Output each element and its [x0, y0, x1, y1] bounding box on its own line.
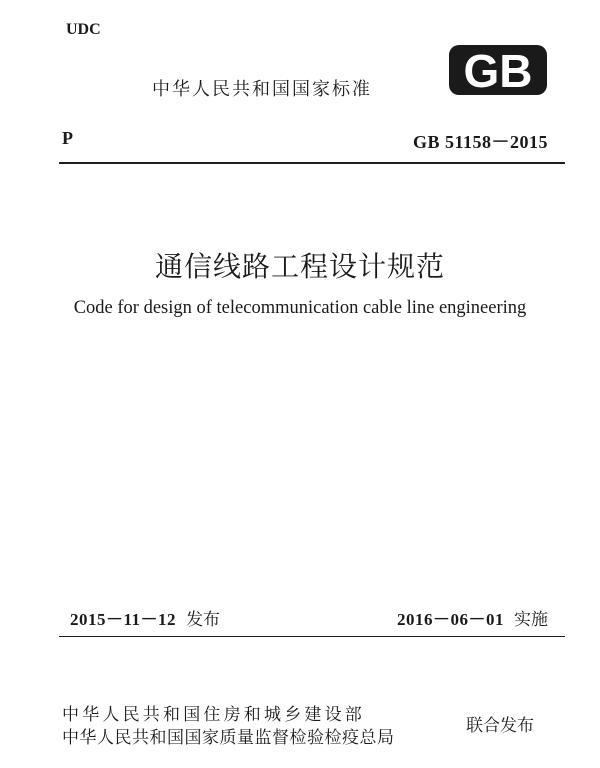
- gb-logo-text: GB: [463, 45, 533, 96]
- gb-logo: [448, 44, 548, 96]
- udc-label: UDC: [66, 21, 101, 38]
- implementation-label: 实施: [514, 610, 548, 630]
- publisher-ministry: 中华人民共和国住房和城乡建设部: [62, 705, 365, 725]
- issue-date: 2015－11－12: [70, 610, 177, 629]
- issue-label: 发布: [186, 610, 221, 630]
- category-code: P: [62, 128, 73, 148]
- footer-divider: [59, 636, 565, 637]
- standard-type-heading: 中华人民共和国国家标准: [152, 79, 372, 100]
- publisher-aqsiq: 中华人民共和国国家质量监督检验检疫总局: [62, 728, 395, 748]
- title-english: Code for design of telecommunication cable line engineering: [73, 298, 527, 318]
- issue-date-line: [70, 605, 220, 630]
- header-divider: [59, 162, 565, 164]
- standard-number: GB 51158－2015: [412, 132, 548, 152]
- title-chinese: 通信线路工程设计规范: [154, 250, 445, 283]
- implementation-date: 2016－06－01: [397, 610, 504, 629]
- joint-issue-label: 联合发布: [466, 716, 534, 736]
- implementation-date-line: [397, 605, 548, 630]
